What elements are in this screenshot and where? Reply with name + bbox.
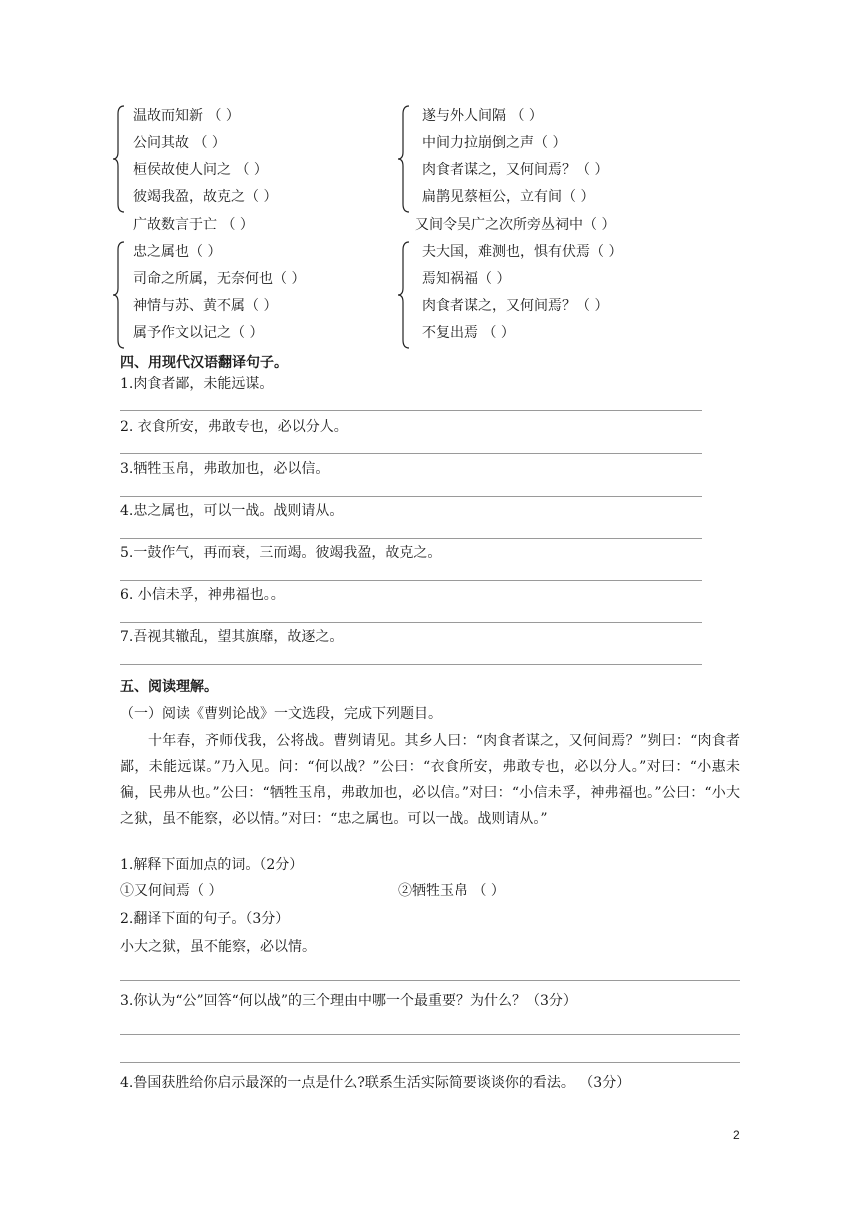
question: 1.解释下面加点的词。（2分） <box>120 857 304 873</box>
answer-line[interactable] <box>120 1062 740 1063</box>
answer-line[interactable] <box>120 453 702 454</box>
brace-group1-right <box>397 104 411 214</box>
vocab-item: 忠之属也（ ） <box>133 244 222 260</box>
vocab-item: 广故数言于亡 （ ） <box>133 217 254 233</box>
question: 2.翻译下面的句子。（3分） <box>120 911 290 927</box>
section-heading: 四、用现代汉语翻译句子。 <box>120 355 288 371</box>
answer-line[interactable] <box>120 496 702 497</box>
answer-line[interactable] <box>120 622 702 623</box>
question-part: ①又何间焉（ ） <box>120 883 223 899</box>
vocab-item: 属予作文以记之（ ） <box>133 325 264 341</box>
vocab-item: 肉食者谋之，又何间焉？（ ） <box>422 162 609 178</box>
reading-intro: （一）阅读《曹刿论战》一文选段，完成下列题目。 <box>120 706 442 722</box>
brace-group2-left <box>112 240 126 350</box>
section-heading: 五、阅读理解。 <box>120 679 218 695</box>
translate-item: 4.忠之属也，可以一战。战则请从。 <box>120 503 344 519</box>
vocab-item: 遂与外人间隔 （ ） <box>422 108 543 124</box>
translate-item: 2. 衣食所安，弗敢专也，必以分人。 <box>120 419 348 435</box>
vocab-item: 肉食者谋之，又何间焉？（ ） <box>422 298 609 314</box>
vocab-item: 又间令吴广之次所旁丛祠中（ ） <box>415 217 616 233</box>
answer-line[interactable] <box>120 664 702 665</box>
answer-line[interactable] <box>120 1034 740 1035</box>
translate-item: 1.肉食者鄙，未能远谋。 <box>120 376 274 392</box>
page-number: 2 <box>733 1128 740 1142</box>
vocab-item: 中间力拉崩倒之声（ ） <box>422 135 567 151</box>
vocab-item: 桓侯故使人问之 （ ） <box>133 162 268 178</box>
translate-item: 3.牺牲玉帛，弗敢加也，必以信。 <box>120 461 330 477</box>
vocab-item: 司命之所属，无奈何也（ ） <box>133 271 306 287</box>
answer-line[interactable] <box>120 980 740 981</box>
question: 3.你认为“公”回答“何以战”的三个理由中哪一个最重要？为什么？（3分） <box>120 993 577 1009</box>
vocab-item: 焉知祸福（ ） <box>422 271 511 287</box>
brace-group1-left <box>112 104 126 214</box>
brace-group2-right <box>397 240 411 350</box>
question-sentence: 小大之狱，虽不能察，必以情。 <box>120 939 316 955</box>
vocab-item: 夫大国，难测也，惧有伏焉（ ） <box>422 244 623 260</box>
vocab-item: 温故而知新 （ ） <box>133 108 240 124</box>
question-part: ②牺牲玉帛 （ ） <box>398 883 505 899</box>
translate-item: 5.一鼓作气，再而衰，三而竭。彼竭我盈，故克之。 <box>120 545 442 561</box>
vocab-item: 神情与苏、黄不属（ ） <box>133 298 278 314</box>
answer-line[interactable] <box>120 538 702 539</box>
answer-line[interactable] <box>120 410 702 411</box>
question: 4.鲁国获胜给你启示最深的一点是什么?联系生活实际简要谈谈你的看法。 （3分） <box>120 1075 631 1091</box>
vocab-item: 彼竭我盈，故克之（ ） <box>133 189 278 205</box>
vocab-item: 扁鹊见蔡桓公，立有间（ ） <box>422 189 595 205</box>
translate-item: 6. 小信未孚，神弗福也。。 <box>120 587 285 603</box>
vocab-item: 不复出焉 （ ） <box>422 325 515 341</box>
answer-line[interactable] <box>120 580 702 581</box>
vocab-item: 公问其故 （ ） <box>133 135 226 151</box>
reading-passage: 十年春，齐师伐我，公将战。曹刿请见。其乡人曰：“肉食者谋之，又何间焉？”刿曰：“肉食者鄙，未能远谋。”乃入见。问：“何以战？”公曰：“衣食所安，弗敢专也，必以分人。”对曰：“小惠未徧，民弗从也。”公曰：“牺牲玉帛，弗敢加也，必以信。”对曰：“小信未孚，神弗福也。”公曰：“小大之狱，虽不能察，必以情。”对曰：“忠之属也。可以一战。战则请从。” <box>120 733 740 827</box>
translate-item: 7.吾视其辙乱，望其旗靡，故逐之。 <box>120 629 344 645</box>
